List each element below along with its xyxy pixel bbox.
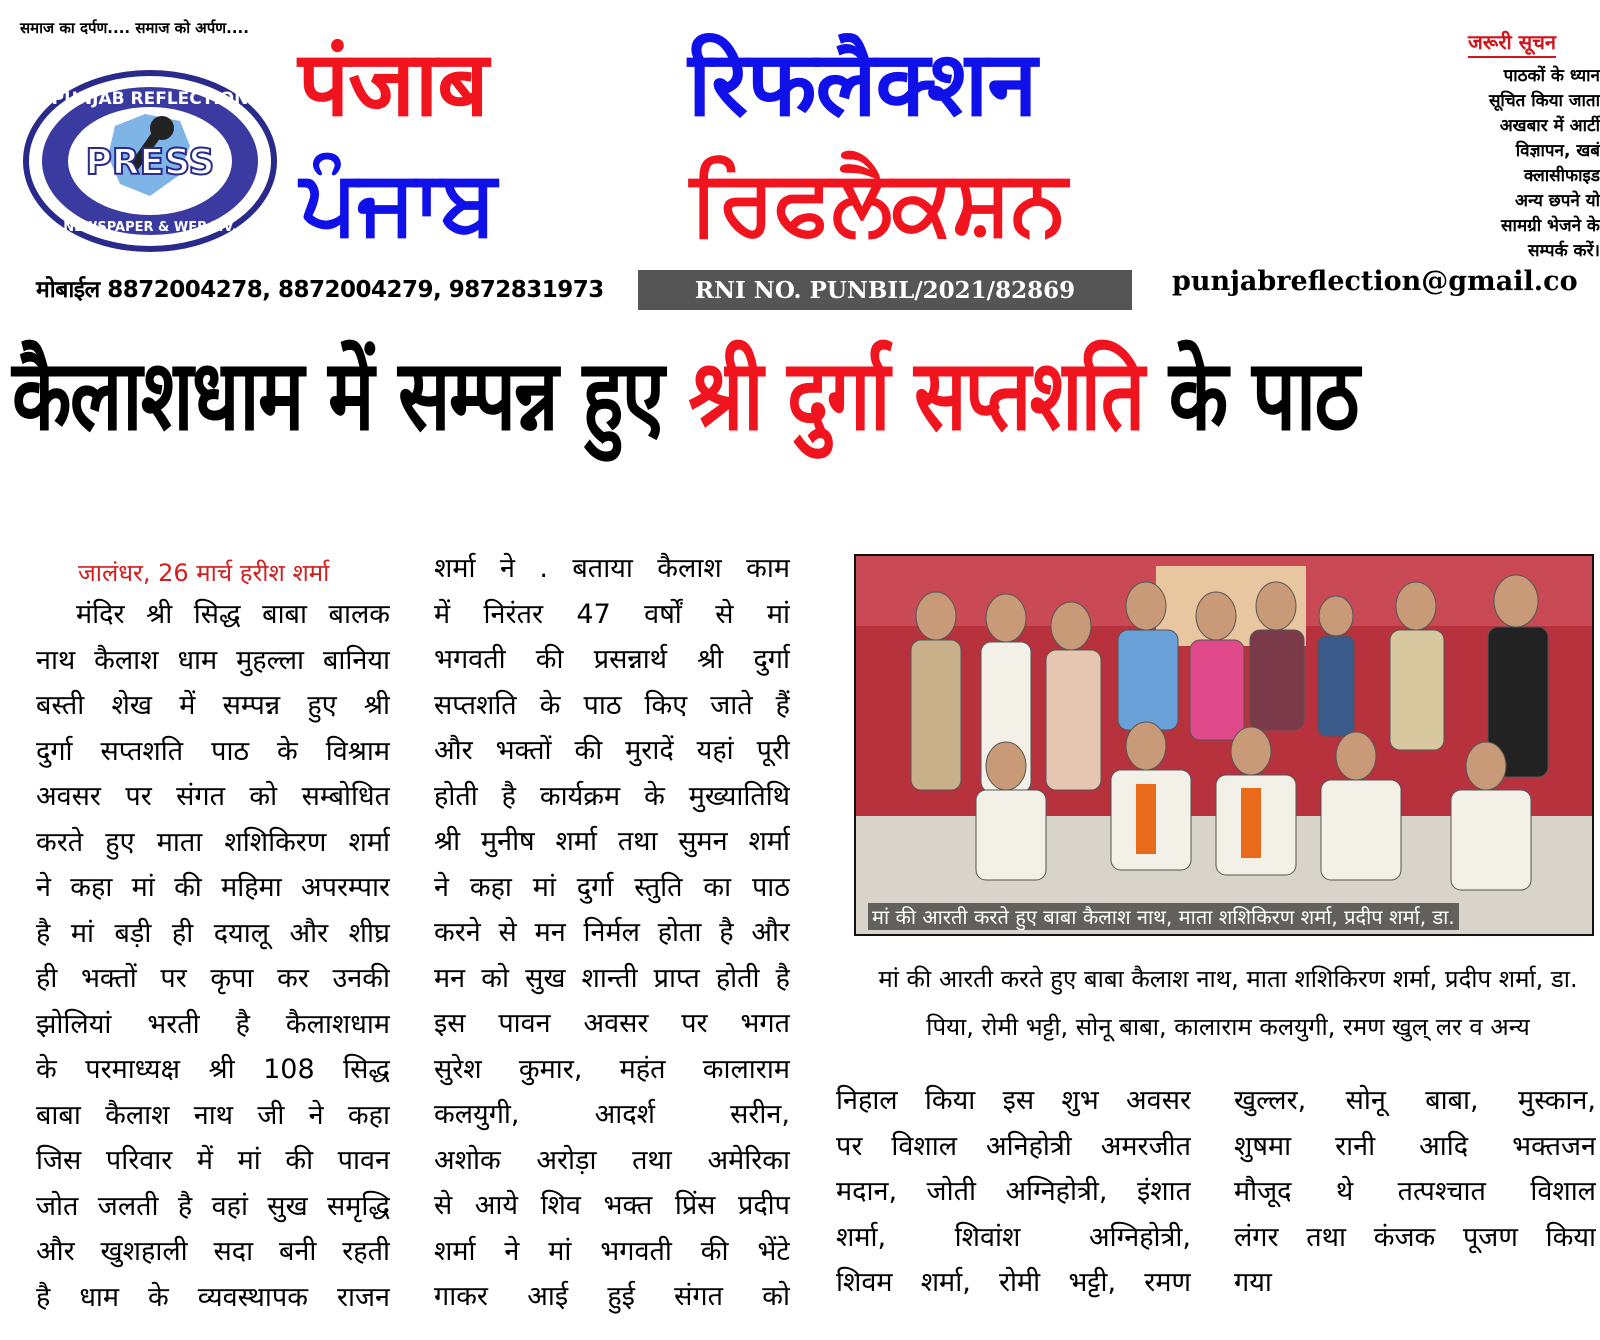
text-line: शुषमा रानी आदि भक्तजन [1234,1130,1596,1162]
text-line: ही भक्तों पर कृपा कर उनकी [36,963,390,994]
notice-box [1410,64,1600,264]
logo-bottom-text: NEWSPAPER & WEB T.V. [63,220,237,235]
notice-line: क्लासीफाइड [1523,166,1600,186]
photo-overlay-caption: मां की आरती करते हुए बाबा कैलाश नाथ, माता शशिकिरण शर्मा, प्रदीप शर्मा, डा. [868,903,1459,930]
title-hindi-word2: रिफलैक्शन [688,32,1037,137]
text-line: से आये शिव भक्त प्रिंस प्रदीप [434,1190,790,1221]
mobile-numbers: मोबाईल 8872004278, 8872004279, 9872831973 [36,277,604,303]
text-line: और भक्तों की मुरादें यहां पूरी [434,735,790,766]
text-line: होती है कार्यक्रम के मुख्यातिथि [434,780,790,812]
notice-line: सामग्री भेजने के [1501,216,1600,236]
headline-part3: के पाठ [1168,339,1358,453]
text-line: करते हुए माता शशिकिरण शर्मा [36,826,390,858]
notice-line: पाठकों के ध्यान [1503,66,1600,86]
text-line: करने से मन निर्मल होता है और [434,917,790,948]
text-line: लंगर तथा कंजक पूजण किया [1234,1221,1596,1253]
notice-line: अखबार में आर्टी [1499,116,1600,136]
article-column-3 [836,1078,1191,1306]
text-line: निहाल किया इस शुभ अवसर [836,1085,1191,1116]
notice-line: विज्ञापन, खबं [1515,141,1600,161]
news-photo [854,554,1594,936]
article-column-2 [434,546,790,1320]
logo-press-text: PRESS [85,142,215,183]
text-line: जोत जलती है वहां सुख समृद्धि [36,1190,390,1222]
text-line: सुरेश कुमार, महंत कालाराम [434,1053,790,1085]
text-line: शर्मा, शिवांश अग्निहोत्री, [836,1221,1191,1253]
logo-top-text: PUNJAB REFLECTION [51,89,249,109]
text-line: शिवम शर्मा, रोमी भट्टी, रमण [836,1267,1191,1298]
contact-email[interactable]: punjabreflection@gmail.co [1172,266,1578,297]
text-line: दुर्गा सप्तशति पाठ के विश्राम [36,735,390,767]
title-punjabi-word2: ਰਿਫਲੈਕਸ਼ਨ [690,150,1066,255]
title-hindi-word1: पंजाब [298,32,488,137]
text-line: और खुशहाली सदा बनी रहती [36,1236,390,1267]
text-line: है मां बड़ी ही दयालू और शीघ्र [36,917,390,949]
photo-caption-line1: मां की आरती करते हुए बाबा कैलाश नाथ, माता शशिकिरण शर्मा, प्रदीप शर्मा, डा. [878,965,1578,993]
text-line: के परमाध्यक्ष श्री 108 सिद्ध [36,1054,390,1085]
title-punjabi-word1: ਪੰਜਾਬ [300,150,496,255]
text-line: बस्ती शेख में सम्पन्न हुए श्री [36,690,390,721]
text-line: नाथ कैलाश धाम मुहल्ला बानिया [36,644,390,676]
text-line: पर विशाल अनिहोत्री अमरजीत [836,1130,1191,1162]
headline-part1: कैलाशधाम में सम्पन्न हुए [12,339,664,453]
text-line: सप्तशति के पाठ किए जाते हैं [434,689,790,721]
text-line: शर्मा ने . बताया कैलाश काम [434,553,790,584]
text-line: मंदिर श्री सिद्ध बाबा बालक [76,599,390,630]
article-column-4 [1234,1078,1596,1306]
text-line: जिस परिवार में मां की पावन [36,1145,390,1176]
text-line: बाबा कैलाश नाथ जी ने कहा [36,1099,390,1131]
text-line: खुल्लर, सोनू बाबा, मुस्कान, [1234,1085,1596,1116]
article-column-1 [36,592,390,1320]
text-line: गाकर आई हुई संगत को [434,1281,790,1312]
text-line: भगवती की प्रसन्नार्थ श्री दुर्गा [434,644,790,675]
text-line: ने कहा मां दुर्गा स्तुति का पाठ [434,871,790,903]
text-line: इस पावन अवसर पर भगत [434,1008,790,1039]
rni-number: RNI NO. PUNBIL/2021/82869 [638,270,1132,310]
text-line: गया [1234,1267,1272,1298]
headline-part2: श्री दुर्गा सप्तशति [688,339,1144,453]
headline [12,335,1358,458]
text-line: कलयुगी, आदर्श सरीन, [434,1099,790,1130]
text-line: मदान, जोती अग्निहोत्री, इंशात [836,1176,1191,1207]
press-logo [20,66,280,256]
text-line: है धाम के व्यवस्थापक राजन [36,1281,390,1313]
text-line: अवसर पर संगत को सम्बोधित [36,781,390,812]
notice-title: जरूरी सूचन [1468,28,1556,58]
text-line: मन को सुख शान्ती प्राप्त होती है [434,962,790,994]
text-line: शर्मा ने मां भगवती की भेंटे [434,1235,790,1267]
tagline: समाज का दर्पण.... समाज को अर्पण.... [20,19,249,37]
text-line: अशोक अरोड़ा तथा अमेरिका [434,1144,790,1176]
notice-line: सूचित किया जाता [1488,91,1600,111]
text-line: झोलियां भरती है कैलाशधाम [36,1008,390,1040]
text-line: मौजूद थे तत्पश्चात विशाल [1234,1176,1596,1207]
notice-line: सम्पर्क करें। [1528,241,1600,261]
notice-line: अन्य छपने यो [1515,191,1600,211]
photo-caption-line2: पिया, रोमी भट्टी, सोनू बाबा, कालाराम कलयुगी, रमण खुल् लर व अन्य [926,1013,1530,1041]
dateline: जालंधर, 26 मार्च हरीश शर्मा [78,559,330,587]
text-line: श्री मुनीष शर्मा तथा सुमन शर्मा [434,826,790,857]
text-line: में निरंतर 47 वर्षों से मां [434,598,790,630]
text-line: ने कहा मां की महिमा अपरम्पार [36,872,390,903]
